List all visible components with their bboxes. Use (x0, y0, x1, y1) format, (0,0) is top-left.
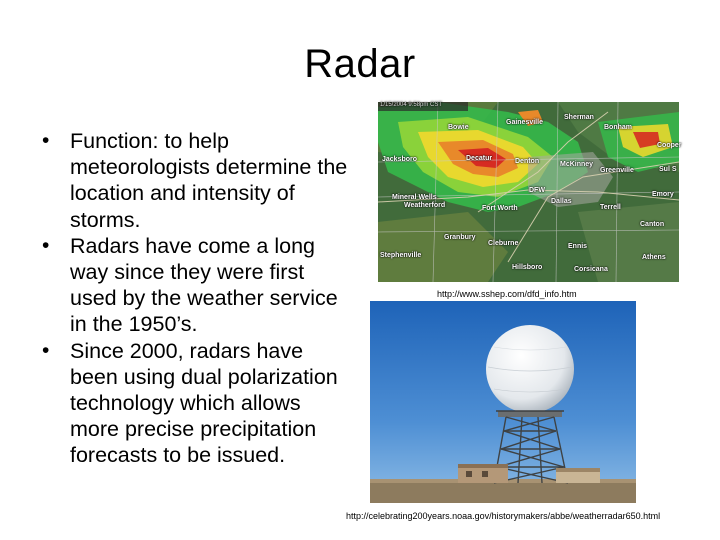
bullet-item (42, 128, 352, 233)
map-town-label: Gainesville (506, 119, 543, 126)
map-town-label: Mineral Wells (392, 194, 437, 201)
bullet-item (42, 338, 352, 469)
map-town-label: Ennis (568, 243, 588, 250)
radar-tower-photo (370, 301, 636, 503)
map-town-label: Cooper (657, 142, 682, 149)
bullet-text: Radars have come a long way since they were first used by the weather service in the 1950’s. (70, 233, 338, 337)
bullet-list (42, 128, 352, 469)
bullet-item (42, 233, 352, 338)
map-town-label: Athens (642, 254, 666, 261)
map-town-label: Hillsboro (512, 264, 543, 271)
map-town-label: Denton (515, 158, 540, 165)
map-town-label: Cleburne (488, 240, 519, 247)
bullet-text: Since 2000, radars have been using dual polarization technology which allows more precise precipitation forecasts to be issued. (70, 338, 338, 468)
map-header-text: 1/15/2004 9:58pm CST (380, 102, 443, 108)
radar-map-image (378, 102, 682, 282)
map-town-label: Greenville (600, 167, 634, 174)
map-town-label: Jacksboro (382, 156, 418, 163)
map-town-label: Decatur (466, 155, 493, 162)
map-town-label: DFW (529, 187, 545, 194)
map-town-label: Bowie (448, 124, 469, 131)
map-town-label: McKinney (560, 161, 594, 168)
map-town-label: Granbury (444, 234, 476, 241)
map-town-label: Terrell (600, 204, 621, 211)
map-town-label: Stephenville (380, 252, 422, 259)
map-source-caption: http://www.sshep.com/dfd_info.htm (437, 289, 577, 299)
map-town-label: Emory (652, 191, 674, 198)
bullet-text: Function: to help meteorologists determine the location and intensity of storms. (70, 129, 348, 232)
bullet-icon: • (42, 129, 50, 152)
radar-tower-graphic (370, 301, 636, 503)
slide-title: Radar (304, 42, 416, 86)
map-town-label: Sul S (659, 166, 677, 173)
bullet-icon: • (42, 233, 50, 257)
map-town-label: Weatherford (404, 202, 446, 209)
map-town-label: Sherman (564, 114, 594, 121)
map-town-label: Fort Worth (482, 205, 518, 212)
map-town-label: Canton (640, 221, 665, 228)
bullet-icon: • (42, 338, 50, 362)
photo-source-caption: http://celebrating200years.noaa.gov/historymakers/abbe/weatherradar650.html (346, 511, 661, 521)
map-town-label: Dallas (551, 198, 572, 205)
map-town-label: Bonham (604, 124, 632, 131)
map-town-label: Corsicana (574, 266, 608, 273)
